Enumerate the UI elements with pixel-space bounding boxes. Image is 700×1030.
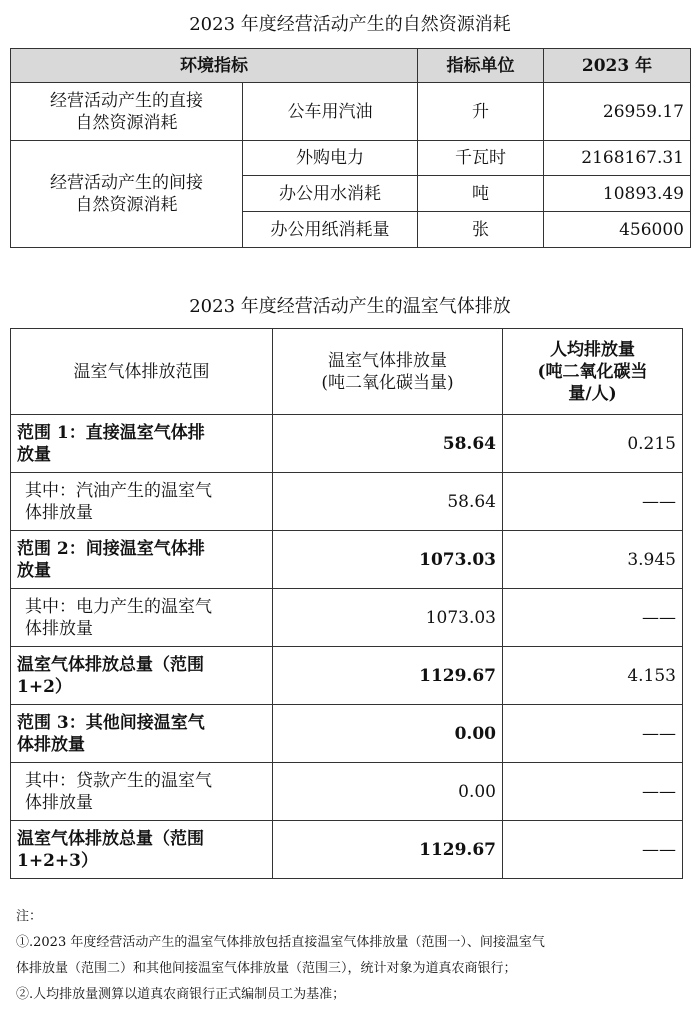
unit-cell: 张: [418, 212, 544, 248]
emission-amount-cell: 1129.67: [273, 647, 503, 705]
scope-label-cell: 温室气体排放总量（范围 1+2+3）: [11, 821, 273, 879]
table-row: [11, 415, 683, 473]
scope-label-cell: 其中：贷款产生的温室气 体排放量: [11, 763, 273, 821]
notes-section: [16, 904, 686, 1008]
header-emission-amount: 温室气体排放量 (吨二氧化碳当量): [273, 329, 503, 415]
emission-amount-cell: 58.64: [273, 415, 503, 473]
unit-cell: 升: [418, 83, 544, 141]
emission-amount-cell: 1073.03: [273, 589, 503, 647]
item-cell: 公车用汽油: [243, 83, 418, 141]
note-line: 体排放量（范围二）和其他间接温室气体排放量（范围三），统计对象为道真农商银行；: [16, 961, 517, 976]
scope-label-cell: 范围 1：直接温室气体排 放量: [11, 415, 273, 473]
scope-label-cell: 范围 3：其他间接温室气 体排放量: [11, 705, 273, 763]
ghg-emissions-table: [10, 328, 683, 879]
per-capita-cell: ——: [503, 821, 683, 879]
header-emission-scope: 温室气体排放范围: [11, 329, 273, 415]
per-capita-cell: 3.945: [503, 531, 683, 589]
header-per-capita: 人均排放量 (吨二氧化碳当 量/人): [503, 329, 683, 415]
emission-amount-cell: 0.00: [273, 705, 503, 763]
direct-consumption-group: 经营活动产生的直接 自然资源消耗: [11, 83, 243, 141]
table-row: [11, 821, 683, 879]
value-cell: 26959.17: [544, 83, 691, 141]
emission-amount-cell: 0.00: [273, 763, 503, 821]
header-year: 2023 年: [544, 49, 691, 83]
table-row: [11, 141, 691, 176]
emission-amount-cell: 1073.03: [273, 531, 503, 589]
scope-label-cell: 其中：汽油产生的温室气 体排放量: [11, 473, 273, 531]
per-capita-cell: 0.215: [503, 415, 683, 473]
table1-title: 2023 年度经营活动产生的自然资源消耗: [189, 14, 511, 35]
unit-cell: 千瓦时: [418, 141, 544, 176]
emission-amount-cell: 58.64: [273, 473, 503, 531]
note-line: ②.人均排放量测算以道真农商银行正式编制员工为基准；: [16, 987, 346, 1002]
note-line: ①.2023 年度经营活动产生的温室气体排放包括直接温室气体排放量（范围一）、间接温室气: [16, 935, 545, 950]
per-capita-cell: ——: [503, 763, 683, 821]
per-capita-cell: ——: [503, 473, 683, 531]
table-row: [11, 531, 683, 589]
header-unit: 指标单位: [418, 49, 544, 83]
table-row: [11, 589, 683, 647]
item-cell: 办公用水消耗: [243, 176, 418, 212]
header-environment-indicator: 环境指标: [11, 49, 418, 83]
scope-label-cell: 温室气体排放总量（范围 1+2）: [11, 647, 273, 705]
table-row: [11, 647, 683, 705]
per-capita-cell: 4.153: [503, 647, 683, 705]
table2-title: 2023 年度经营活动产生的温室气体排放: [189, 296, 511, 317]
value-cell: 456000: [544, 212, 691, 248]
table-row: [11, 763, 683, 821]
value-cell: 10893.49: [544, 176, 691, 212]
scope-label-cell: 其中：电力产生的温室气 体排放量: [11, 589, 273, 647]
unit-cell: 吨: [418, 176, 544, 212]
emission-amount-cell: 1129.67: [273, 821, 503, 879]
table1-header-row: [11, 49, 691, 83]
table-row: [11, 473, 683, 531]
per-capita-cell: ——: [503, 589, 683, 647]
table-row: [11, 705, 683, 763]
notes-heading: 注：: [16, 909, 43, 924]
table-row: [11, 83, 691, 141]
item-cell: 外购电力: [243, 141, 418, 176]
value-cell: 2168167.31: [544, 141, 691, 176]
scope-label-cell: 范围 2：间接温室气体排 放量: [11, 531, 273, 589]
table2-header-row: [11, 329, 683, 415]
per-capita-cell: ——: [503, 705, 683, 763]
resource-consumption-table: [10, 48, 691, 248]
indirect-consumption-group: 经营活动产生的间接 自然资源消耗: [11, 141, 243, 248]
item-cell: 办公用纸消耗量: [243, 212, 418, 248]
